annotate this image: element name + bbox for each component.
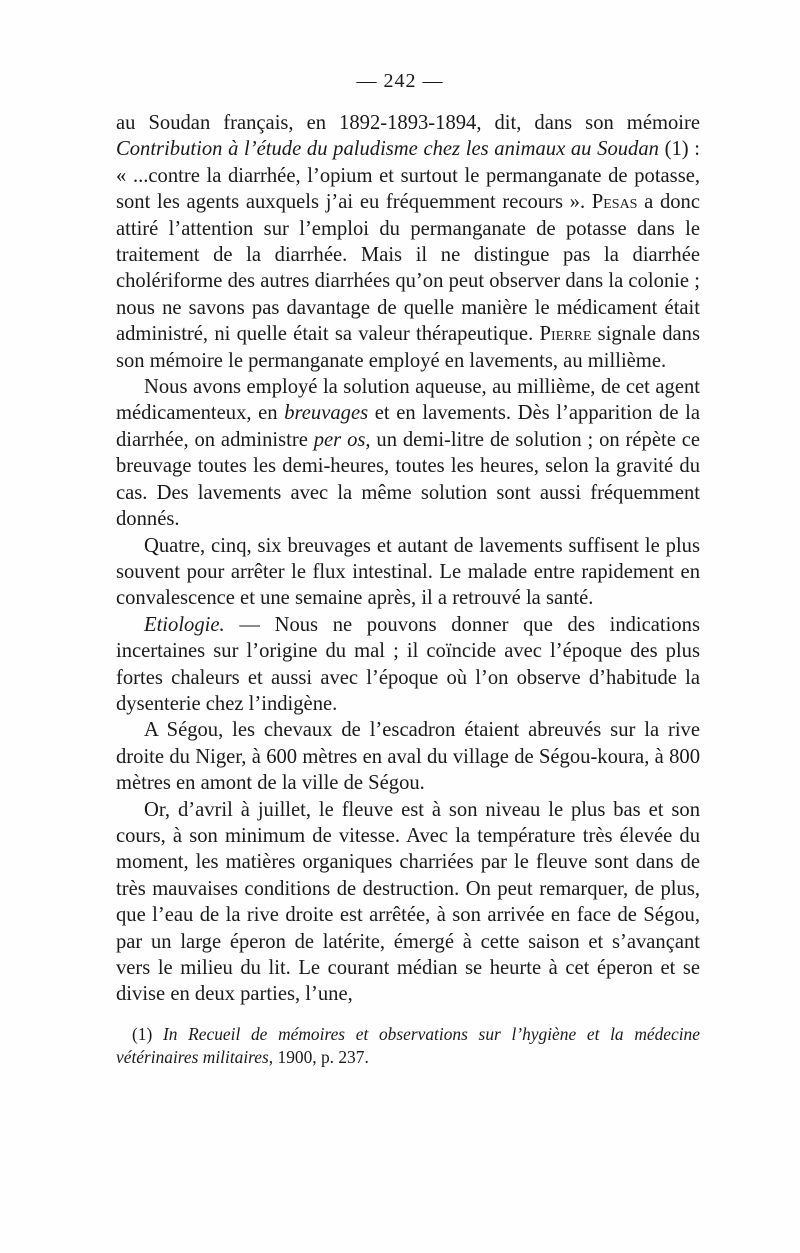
text-run: a donc attiré l’attention sur l’emploi du permanganate de potasse dans le traitement de la diarrhée. Mais il ne distingue pas la diarrhée cholériforme des autres diarrhées qu’on peut observer dans la colonie ; nous ne savons pas davantage de quelle manière le médicament était administré, ni quelle était sa valeur thérapeutique. <box>116 191 700 346</box>
text-run: A Ségou, les chevaux de l’escadron étaient abreuvés sur la rive droite du Niger, à 600 mètres en aval du village de Ségou-koura, à 800 mètres en amont de la ville de Ségou. <box>116 719 700 795</box>
italic-text: Etiologie. <box>144 613 225 636</box>
footnote <box>116 1023 700 1069</box>
paragraph <box>116 374 700 532</box>
text-run: Or, d’avril à juillet, le fleuve est à son niveau le plus bas et son cours, à son minimum de vitesse. Avec la température très élevée du moment, les matières organiques charriées par le fleuve sont dans de très mauvaises conditions de destruction. On peut remarquer, de plus, que l’eau de la rive droite est arrêtée, à son arrivée en face de Ségou, par un large éperon de latérite, émergé à cette saison et s’avançant vers le milieu du lit. Le courant médian se heurte à cet éperon et se divise en deux parties, l’une, <box>116 798 700 1006</box>
footnote-text <box>116 1023 700 1069</box>
text-run: signale dans son mémoire le permanganate employé en lavements, au millième. <box>116 323 700 372</box>
paragraph <box>116 533 700 612</box>
text-run: Quatre, cinq, six breuvages et autant de lavements suffisent le plus souvent pour arrêter le flux intestinal. Le malade entre rapidement en convalescence et une semaine après, il a retrouvé la santé. <box>116 534 700 610</box>
paragraph <box>116 110 700 374</box>
paragraph <box>116 717 700 796</box>
paragraph <box>116 612 700 718</box>
author-name: Pesas <box>591 191 638 214</box>
text-run: Nous avons employé la solution aqueuse, au millième, de cet agent médicamenteux, en <box>116 376 700 425</box>
text-run: (1) <box>132 1024 163 1044</box>
italic-text: breuvages <box>284 402 369 425</box>
paragraph <box>116 797 700 1008</box>
italic-text: per os <box>313 428 366 451</box>
text-run: et en lavements. Dès l’apparition de la diarrhée, on administre <box>116 402 700 451</box>
body-text <box>116 110 700 1008</box>
italic-text: Contribution à l’étude du paludisme chez les animaux au Soudan <box>116 138 659 161</box>
text-run: , 1900, p. 237. <box>268 1047 369 1067</box>
page-number: — 242 — <box>356 70 444 92</box>
text-run: (1) : « ...contre la diarrhée, l’opium et surtout le permanganate de potasse, sont les agents auxquels j’ai eu fréquemment recours ». <box>116 138 701 214</box>
author-name: Pierre <box>539 323 592 346</box>
italic-text: In Recueil de mémoires et observations sur l’hygiène et la médecine vétérinaires militaires <box>116 1024 700 1067</box>
text-run: au Soudan français, en 1892-1893-1894, dit, dans son mémoire <box>116 112 700 134</box>
text-run: , un demi-litre de solution ; on répète ce breuvage toutes les demi-heures, toutes les heures, selon la gravité du cas. Des lavements avec la même solution sont aussi fréquemment donnés. <box>116 428 700 531</box>
text-run: — Nous ne pouvons donner que des indications incertaines sur l’origine du mal ; il coïncide avec l’époque des plus fortes chaleurs et aussi avec l’époque où l’on observe d’habitude la dysenterie chez l’indigène. <box>116 613 700 715</box>
